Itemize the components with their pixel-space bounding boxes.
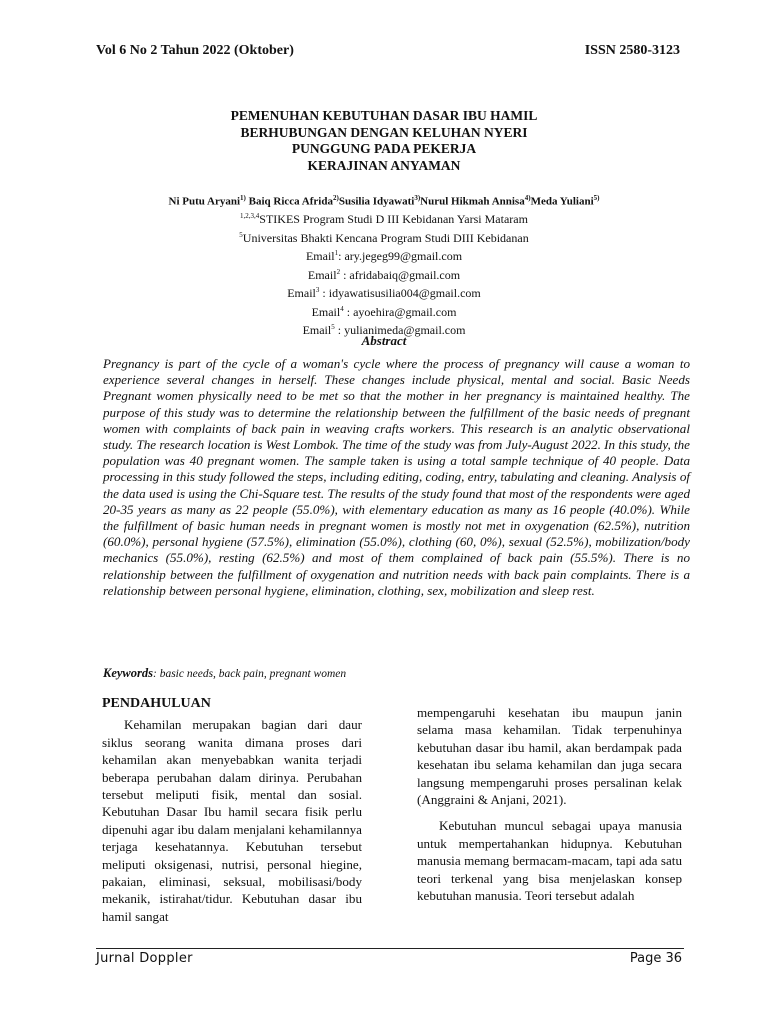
title-line: PEMENUHAN KEBUTUHAN DASAR IBU HAMIL xyxy=(230,108,538,123)
email-address[interactable]: ary.jegeg99@gmail.com xyxy=(344,249,463,263)
journal-name-footer: Jurnal Doppler xyxy=(96,951,193,966)
email-sup: 4 xyxy=(340,304,344,313)
keywords-text: : basic needs, back pain, pregnant women xyxy=(153,668,347,680)
keywords-label: Keywords xyxy=(103,666,153,680)
footer-divider xyxy=(96,948,684,949)
title-line: BERHUBUNGAN DENGAN KELUHAN NYERI xyxy=(240,124,528,140)
author-sup: 1) xyxy=(240,194,246,202)
title-line: PUNGGUNG PADA PEKERJA xyxy=(291,141,477,156)
affiliation-text: STIKES Program Studi D III Kebidanan Yarsi Mataram xyxy=(259,212,528,226)
intro-paragraph: Kehamilan merupakan bagian dari daur siklus seorang wanita dimana proses dari kehamilan akan menyebabkan wanita terjadi beberapa perubahan dalam dirinya. Perubahan tersebut meliputi fisik, mental dan sosial. Kebutuhan Dasar Ibu hamil secara fisik perlu dipenuhi agar ibu dalam menjalani kehamilannya terjaga kesehatannya. Kebutuhan tersebut meliputi oksigenasi, nutrisi, personal hiegine, pakaian, eliminasi, seksual, mobilisasi/body mekanik, istirahat/tidur. Kebutuhan dasar ibu hamil sangat xyxy=(102,717,362,924)
email-label: Email xyxy=(305,249,335,263)
author-name: Ni Putu Aryani xyxy=(168,195,241,208)
email-sep: : xyxy=(340,267,350,282)
issn-header: ISSN 2580-3123 xyxy=(584,43,680,58)
author-name: Meda Yuliani xyxy=(530,195,594,208)
intro-paragraph: mempengaruhi kesehatan ibu maupun janin selama masa kehamilan. Tidak terpenuhinya kebutuhan dasar ibu hamil, akan berdampak pada kesehatan ibu selama kehamilan dan juga secara langsung mempengaruhi proses persalinan kelak (Anggraini & Anjani, 2021). xyxy=(417,705,682,808)
email-line xyxy=(100,265,668,284)
email-label: Email xyxy=(311,304,341,319)
email-sup: 1 xyxy=(334,249,339,257)
keywords-line xyxy=(103,666,346,681)
author-list xyxy=(100,194,668,208)
email-address[interactable]: ayoehira@gmail.com xyxy=(353,304,457,319)
email-label: Email xyxy=(287,286,316,300)
email-line xyxy=(100,283,668,302)
email-sup: 2 xyxy=(336,267,341,276)
volume-header: Vol 6 No 2 Tahun 2022 (Oktober) xyxy=(96,43,294,58)
intro-paragraph: Kebutuhan muncul sebagai upaya manusia untuk mempertahankan hidupnya. Kebutuhan manusia memang bermacam-macam, tapi ada satu teori terkenal yang bisa menjelaskan konsep kebutuhan manusia. Teori tersebut adalah xyxy=(417,818,682,904)
email-label: Email xyxy=(307,267,337,282)
abstract-heading: Abstract xyxy=(361,333,407,348)
affiliation-sup: 5 xyxy=(239,230,243,239)
affiliation-line xyxy=(100,209,668,228)
email-sep: : xyxy=(338,249,345,263)
affiliation-block xyxy=(100,209,668,339)
page-number: Page 36 xyxy=(629,951,682,966)
left-column xyxy=(102,695,362,925)
right-column xyxy=(417,704,682,904)
author-sup: 4) xyxy=(524,194,531,202)
email-address[interactable]: yulianimeda@gmail.com xyxy=(344,323,466,337)
affiliation-sup: 1,2,3,4 xyxy=(240,212,260,220)
email-sup: 3 xyxy=(315,286,320,294)
email-sep: : xyxy=(319,286,329,300)
author-name: Nurul Hikmah Annisa xyxy=(420,195,525,208)
email-sep: : xyxy=(343,304,354,319)
paper-title xyxy=(120,108,648,174)
author-name: Baiq Ricca Afrida xyxy=(245,195,333,208)
email-label: Email xyxy=(302,323,332,337)
email-line xyxy=(100,302,668,321)
affiliation-text: Universitas Bhakti Kencana Program Studi DIII Kebidanan xyxy=(242,230,529,245)
abstract-body: Pregnancy is part of the cycle of a woman's cycle where the process of pregnancy will cause a woman to experience several changes in herself. These changes include physical, mental and social. Basic Needs Pregnant women physically need to be met so that the mother in her pregnancy is maintained healthy. The purpose of this study was to determine the relationship between the fulfillment of the basic needs of pregnant women with complaints of back pain in weaving crafts workers. This research is an analytic observational study. The research location is West Lombok. The time of the study was from July-August 2022. In this study, the population was 40 pregnant women. The sample taken is using a total sample technique of 40 people. Data processing in this study followed the steps, including editing, coding, entry, tabulating and cleaning. Analysis of the data used is using the Chi-Square test. The results of the study found that most of the respondents were aged 20-35 years as many as 22 people (55.0%), with elementary education as many as 16 people (40.0%). While the fulfillment of basic human needs in pregnant women is mostly not met in oxygenation (62.5%), nutrition (60.0%), personal hygiene (57.5%), elimination (55.0%), clothing (60, 0%), sexual (52.5%), mobilization/body mechanics (55.0%), resting (62.5%) and most of them complained of back pain (55.5%). There is no relationship between the fulfillment of oxygenation and nutrition needs with back pain complaints. There is a relationship between personal hygiene, elimination, clothing, sex, mobilization and sleep rest. xyxy=(103,356,690,598)
email-line xyxy=(100,246,668,265)
email-address[interactable]: afridabaiq@gmail.com xyxy=(349,267,461,282)
email-sep: : xyxy=(334,323,345,337)
email-sup: 5 xyxy=(331,323,335,331)
section-heading: PENDAHULUAN xyxy=(102,696,211,711)
author-sup: 5) xyxy=(593,194,600,202)
author-sup: 3) xyxy=(414,194,421,202)
email-address[interactable]: idyawatisusilia004@gmail.com xyxy=(328,286,481,300)
title-line: KERAJINAN ANYAMAN xyxy=(307,157,461,173)
author-name: Susilia Idyawati xyxy=(338,195,415,208)
affiliation-line xyxy=(100,228,668,247)
author-sup: 2) xyxy=(332,194,339,202)
